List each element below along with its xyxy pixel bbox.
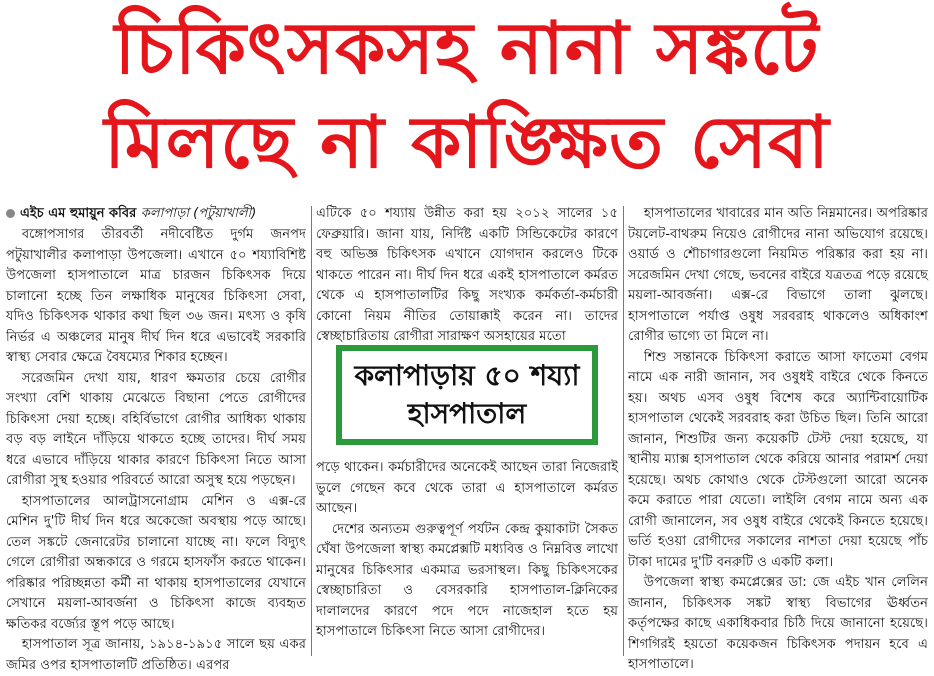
column-divider [311,206,312,656]
paragraph: শিশু সন্তানকে চিকিৎসা করাতে আসা ফাতেমা বেগম নামে এক নারী জানান, সব ওষুধই বাইরে থেকে কিনতে হয়। অথচ এসব ওষুধ বিশেষ করে অ্যান্টিবায়োটিক হাসপাতাল থেকেই সরবরাহ করা উচিত ছিল। তিনি আরো জানান, শিশুটির জন্য কয়েকটি টেস্ট দেয়া হয়েছে, যা স্থানীয় ম্যাক্স হাসপাতাল থেকে করিয়ে আনার পরামর্শ দেয়া হয়েছে। অথচ কোথাও থেকে টেস্টগুলো আরো অনেক কমে করাতে পারা যেতো। লাইলি বেগম নামে অন্য এক রোগী জানালেন, সব ওষুধ বাইরে থেকেই কিনতে হয়েছে। ভর্তি হওয়া রোগীদের সকালের নাশতা দেয়া হয়েছে পাঁচ টাকা দামের দু'টি বনরুটি ও একটি কলা। [628,349,928,570]
byline-place: কলাপাড়া (পটুয়াখালী) [140,206,257,221]
column-divider [623,206,624,656]
article-column-2-top [316,204,618,348]
headline-line-2: মিলছে না কাঙ্ক্ষিত সেবা [104,100,830,184]
paragraph: হাসপাতালের আলট্রাসনোগ্রাম মেশিন ও এক্স-রে মেশিন দু'টি দীর্ঘ দিন ধরে অকেজো অবস্থায় পড়ে আছে। তেল সঙ্কটে জেনারেটর চালানো যাচ্ছে না। ফলে বিদ্যুৎ গেলে রোগীরা অন্ধকারে ও গরমে হাসফাঁস করতে থাকেন। পরিষ্কার পরিচ্ছন্নতা কর্মী না থাকায় হাসপাতালের যেখানে সেখানে ময়লা-আবর্জনা ও চিকিৎসা কাজে ব্যবহৃত ক্ষতিকর বর্জ্যের স্তূপ পড়ে আছে। [6,493,306,632]
paragraph: হাসপাতাল সূত্র জানায়, ১৯১৪-১৯১৫ সালে ছয় একর জমির ওপর হাসপাতালটি প্রতিষ্ঠিত। এরপর [6,637,306,673]
bullet-icon [6,209,15,218]
article-column-3 [628,204,928,676]
paragraph: সরেজমিন দেখা যায়, ধারণ ক্ষমতার চেয়ে রোগীর সংখ্যা বেশি থাকায় মেঝেতে বিছানা পেতে রোগীদের চিকিৎসা দেয়া হচ্ছে। বহির্বিভাগে রোগীর আধিক্য থাকায় বড় বড় লাইনে দাঁড়িয়ে থাকতে হচ্ছে তাদের। দীর্ঘ সময় ধরে এভাবে দাঁড়িয়ে থাকার কারণে চিকিৎসা নিতে আসা রোগীরা সুস্থ হওয়ার পরিবর্তে আরো অসুস্থ হয়ে পড়ছেন। [6,370,306,488]
headline-line-1: চিকিৎসকসহ নানা সঙ্কটে [114,6,820,90]
paragraph: পড়ে থাকেন। কর্মচারীদের অনেকেই আছেন তারা নিজেরাই ভুলে গেছেন কবে থেকে তারা এ হাসপাতালে কর্মরত আছেন। [316,460,618,516]
byline-author: এইচ এম হুমায়ুন কবির [20,206,137,221]
pullquote-box [336,345,598,445]
article-column-1 [6,204,306,676]
article-column-2-bottom [316,458,618,643]
paragraph: এটিকে ৫০ শয্যায় উন্নীত করা হয় ২০১২ সালের ১৫ ফেব্রুয়ারি। জানা যায়, নির্দিষ্ট একটি সিন্ডিকেটের কারণে বহু অভিজ্ঞ চিকিৎসক এখানে যোগদান করলেও টিকে থাকতে পারেন না। দীর্ঘ দিন ধরে একই হাসপাতালে কর্মরত থেকে এ হাসপাতালটির কিছু সংখ্যক কর্মকর্তা-কর্মচারী কোনো নিয়ম নীতির তোয়াক্কাই করেন না। তাদের স্বেচ্ছাচারিতায় রোগীরা সারাক্ষণ অসহায়ের মতো [316,206,618,344]
paragraph: বঙ্গোপসাগর তীরবর্তী নদীবেষ্টিত দুর্গম জনপদ পটুয়াখালীর কলাপাড়া উপজেলা। এখানে ৫০ শয্যাবিশিষ্ট উপজেলা হাসপাতালে মাত্র চারজন চিকিৎসক দিয়ে চালানো হচ্ছে তিন লক্ষাধিক মানুষের চিকিৎসা সেবা, যদিও চিকিৎসক থাকার কথা ছিল ৩৬ জন। মৎস্য ও কৃষি নির্ভর এ অঞ্চলের মানুষ দীর্ঘ দিন ধরে এভাবেই সরকারি স্বাস্থ্য সেবার ক্ষেত্রে বৈষম্যের শিকার হচ্ছেন। [6,227,306,365]
paragraph: উপজেলা স্বাস্থ্য কমপ্লেক্সের ডা: জে এইচ খান লেলিন জানান, চিকিৎসক সঙ্কট স্বাস্থ্য বিভাগের ঊর্ধ্বতন কর্তৃপক্ষের কাছে একাধিকবার চিঠি দিয়ে জানানো হয়েছে। শিগগিরই হয়তো কয়েকজন চিকিৎসক পদায়ন হবে এ হাসপাতালে। [628,575,928,672]
pullquote-line-1: কলাপাড়ায় ৫০ শয্যা [354,359,580,392]
pullquote-line-2: হাসপাতাল [407,397,527,430]
paragraph: দেশের অন্যতম গুরুত্বপূর্ণ পর্যটন কেন্দ্র কুয়াকাটা সৈকত ঘেঁষা উপজেলা স্বাস্থ্য কমপ্লেক্সটি মধ্যবিত্ত ও নিম্নবিত্ত লাখো মানুষের চিকিৎসার একমাত্র ভরসাস্থল। কিছু চিকিৎসকের স্বেচ্ছাচারিতা ও বেসরকারি হাসপাতাল-ক্লিনিকের দালালদের কারণে পদে পদে নাজেহাল হতে হয় হাসপাতালে চিকিৎসা নিতে আসা রোগীদের। [316,521,618,639]
paragraph: হাসপাতালের খাবারের মান অতি নিম্নমানের। অপরিষ্কার টয়লেট-বাথরুম নিয়েও রোগীদের নানা অভিযোগ রয়েছে। ওয়ার্ড ও শৌচাগারগুলো নিয়মিত পরিষ্কার করা হয় না। সরেজমিন দেখা গেছে, ভবনের বাইরে যত্রতত্র পড়ে রয়েছে ময়লা-আবর্জনা। এক্স-রে বিভাগে তালা ঝুলছে। হাসপাতালে পর্যাপ্ত ওষুধ সরবরাহ থাকলেও অধিকাংশ রোগীর ভাগ্যে তা মিলে না। [628,206,928,344]
byline [6,204,306,224]
